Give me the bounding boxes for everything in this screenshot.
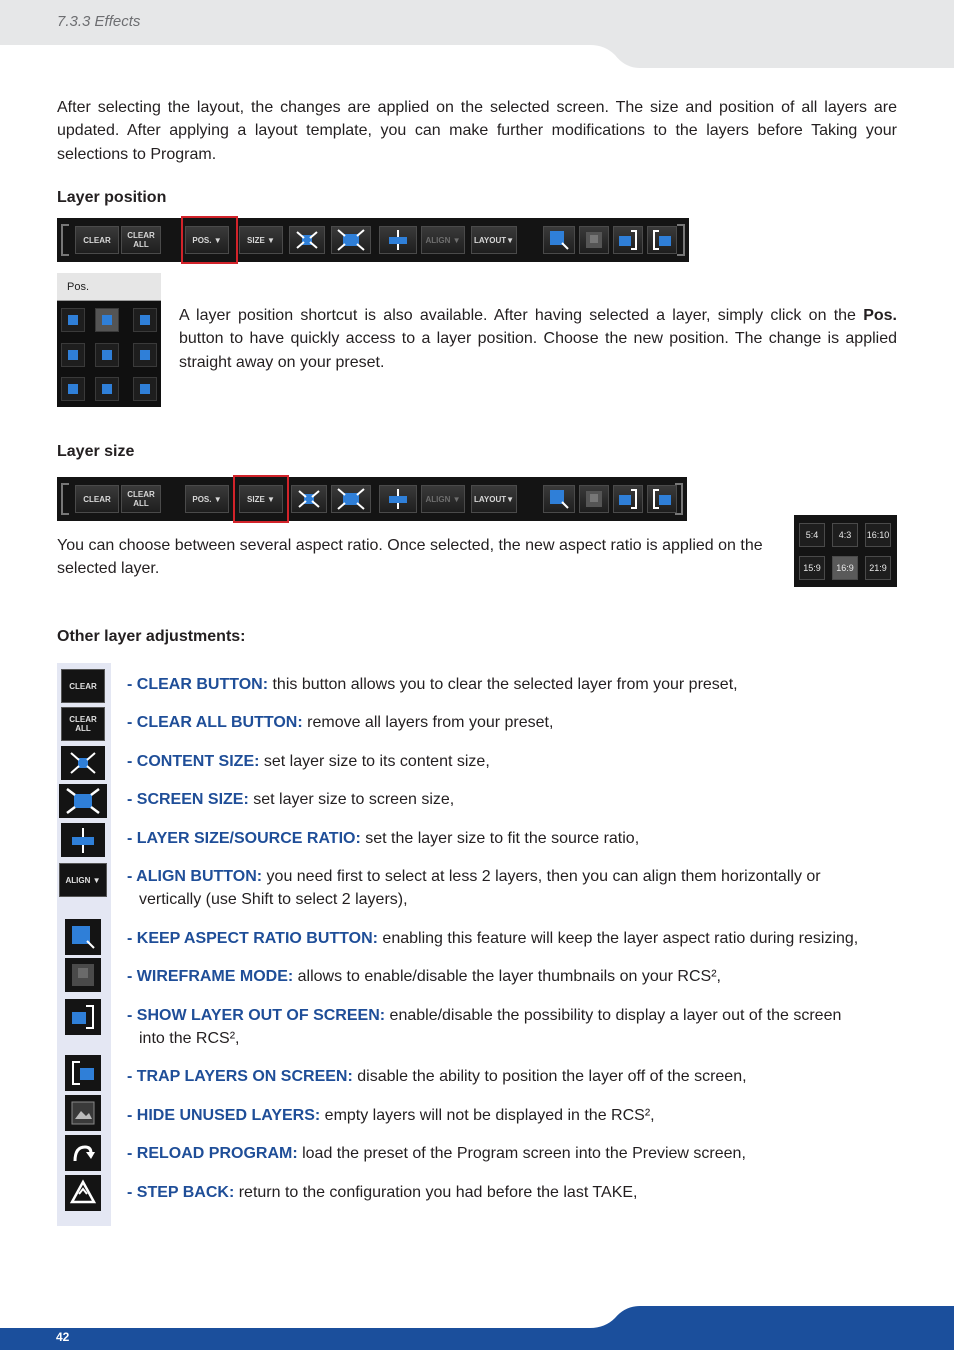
keep-aspect-ratio-icon [548,488,570,510]
position-bottom-left[interactable] [61,377,85,401]
screen-size-icon [337,229,365,251]
content-size-icon [61,746,105,780]
position-middle-right[interactable] [133,343,157,367]
show-out-of-screen-icon [617,488,639,510]
section-title: 7.3.3 Effects [57,13,141,30]
wireframe-icon [584,230,604,250]
right-bracket-icon [675,483,683,515]
position-middle-left[interactable] [61,343,85,367]
size-highlight [233,475,289,523]
ratio-4-3-button[interactable]: 4:3 [832,523,858,547]
ratio-21-9-button[interactable]: 21:9 [865,556,891,580]
toolbar-layer-position [57,218,689,262]
trap-on-screen-button[interactable] [647,226,677,254]
item-content-size: - CONTENT SIZE: set layer size to its content size, [127,753,490,770]
pos-highlight [181,216,238,264]
ratio-15-9-button[interactable]: 15:9 [799,556,825,580]
ratio-16-10-button[interactable]: 16:10 [865,523,891,547]
trap-on-screen-icon [651,488,673,510]
align-button[interactable]: ALIGN ▼ [421,485,465,513]
show-out-of-screen-button[interactable] [613,485,643,513]
step-back-icon [65,1175,101,1211]
clear-button[interactable]: CLEAR [75,485,119,513]
trap-on-screen-icon [651,229,673,251]
clear-all-button[interactable]: CLEAR ALL [121,226,161,254]
footer-band [0,1300,954,1350]
clear-button-icon: CLEAR [61,669,105,703]
layer-size-heading: Layer size [57,443,135,460]
trap-on-screen-button[interactable] [647,485,677,513]
right-bracket-icon [677,224,685,256]
align-button[interactable]: ALIGN ▼ [421,226,465,254]
pos-button[interactable]: POS. ▼ [185,226,229,254]
show-out-of-screen-button[interactable] [613,226,643,254]
screen-size-icon [59,784,107,818]
item-clear-all-button: - CLEAR ALL BUTTON: remove all layers from your preset, [127,714,554,731]
screen-size-button[interactable] [331,226,371,254]
screen-size-icon [337,488,365,510]
item-wireframe-mode: - WIREFRAME MODE: allows to enable/disable the layer thumbnails on your RCS², [127,968,721,985]
intro-paragraph: After selecting the layout, the changes are applied on the selected screen. The size and position of all layers are updated. After applying a layout template, you can make further modifications to the layers before Taking your selections to Program. [57,99,897,163]
ratio-5-4-button[interactable]: 5:4 [799,523,825,547]
clear-all-button[interactable]: CLEAR ALL [121,485,161,513]
size-description: You can choose between several aspect ratio. Once selected, the new aspect ratio is applied on the selected layer. [57,537,763,578]
item-align-button: - ALIGN BUTTON: you need first to select at less 2 layers, then you can align them horizontally or vertically (use Shift to select 2 layers), [127,868,821,909]
layer-position-heading: Layer position [57,189,167,206]
wireframe-icon [65,958,101,992]
keep-aspect-ratio-icon [548,229,570,251]
align-button-icon: ALIGN ▼ [59,863,107,897]
item-layer-size-source-ratio: - LAYER SIZE/SOURCE RATIO: set the layer size to fit the source ratio, [127,830,640,847]
toolbar-layer-size [57,477,687,521]
position-bottom-right[interactable] [133,377,157,401]
position-description: A layer position shortcut is also available. After having selected a layer, simply click on the Pos. button to have quickly access to a layer position. Choose the new position. The change is applied straight away on your preset. [179,307,897,371]
source-ratio-icon [386,229,410,251]
content-size-icon [295,230,319,250]
left-bracket-icon [61,483,69,515]
header-band [0,0,954,68]
position-top-left[interactable] [61,308,85,332]
page-header [0,0,954,68]
screen-size-button[interactable] [331,485,371,513]
position-panel [57,273,161,407]
page-number: 42 [56,1330,70,1344]
item-clear-button: - CLEAR BUTTON: this button allows you to clear the selected layer from your preset, [127,676,738,693]
item-step-back: - STEP BACK: return to the configuration you had before the last TAKE, [127,1184,638,1201]
size-button[interactable]: SIZE ▼ [239,485,283,513]
reload-program-icon [65,1135,101,1171]
clear-button[interactable]: CLEAR [75,226,119,254]
wireframe-mode-button[interactable] [579,485,609,513]
show-out-of-screen-icon [65,999,101,1035]
keep-aspect-ratio-button[interactable] [543,226,575,254]
page-footer [0,1300,954,1350]
item-keep-aspect-ratio: - KEEP ASPECT RATIO BUTTON: enabling this feature will keep the layer aspect ratio during resizing, [127,930,859,947]
content-size-button[interactable] [291,485,327,513]
hide-unused-layers-icon [65,1095,101,1131]
source-ratio-button[interactable] [379,226,417,254]
position-panel-title: Pos. [57,273,161,301]
position-bottom-center[interactable] [95,377,119,401]
item-trap-layers-on-screen: - TRAP LAYERS ON SCREEN: disable the ability to position the layer off of the screen, [127,1068,747,1085]
source-ratio-icon [61,823,105,857]
size-button[interactable]: SIZE ▼ [239,226,283,254]
content-size-icon [297,489,321,509]
wireframe-mode-button[interactable] [579,226,609,254]
source-ratio-button[interactable] [379,485,417,513]
pos-button[interactable]: POS. ▼ [185,485,229,513]
wireframe-icon [584,489,604,509]
trap-on-screen-icon [65,1055,101,1091]
item-screen-size: - SCREEN SIZE: set layer size to screen size, [127,791,455,808]
source-ratio-icon [386,488,410,510]
ratio-16-9-button[interactable]: 16:9 [832,556,858,580]
clear-all-button-icon: CLEAR ALL [61,707,105,741]
icon-column [57,663,111,1226]
keep-aspect-ratio-icon [65,919,101,955]
aspect-ratio-panel [794,515,897,587]
item-show-layer-out-of-screen: - SHOW LAYER OUT OF SCREEN: enable/disable the possibility to display a layer out of the screen into the RCS², [127,1007,842,1048]
left-bracket-icon [61,224,69,256]
show-out-of-screen-icon [617,229,639,251]
layout-button[interactable]: LAYOUT▼ [471,226,517,254]
content-size-button[interactable] [289,226,325,254]
position-center[interactable] [95,343,119,367]
position-top-center[interactable] [95,308,119,332]
keep-aspect-ratio-button[interactable] [543,485,575,513]
position-top-right[interactable] [133,308,157,332]
layout-button[interactable]: LAYOUT▼ [471,485,517,513]
item-reload-program: - RELOAD PROGRAM: load the preset of the Program screen into the Preview screen, [127,1145,746,1162]
other-adjustments-heading: Other layer adjustments: [57,628,246,645]
item-hide-unused-layers: - HIDE UNUSED LAYERS: empty layers will not be displayed in the RCS², [127,1107,655,1124]
